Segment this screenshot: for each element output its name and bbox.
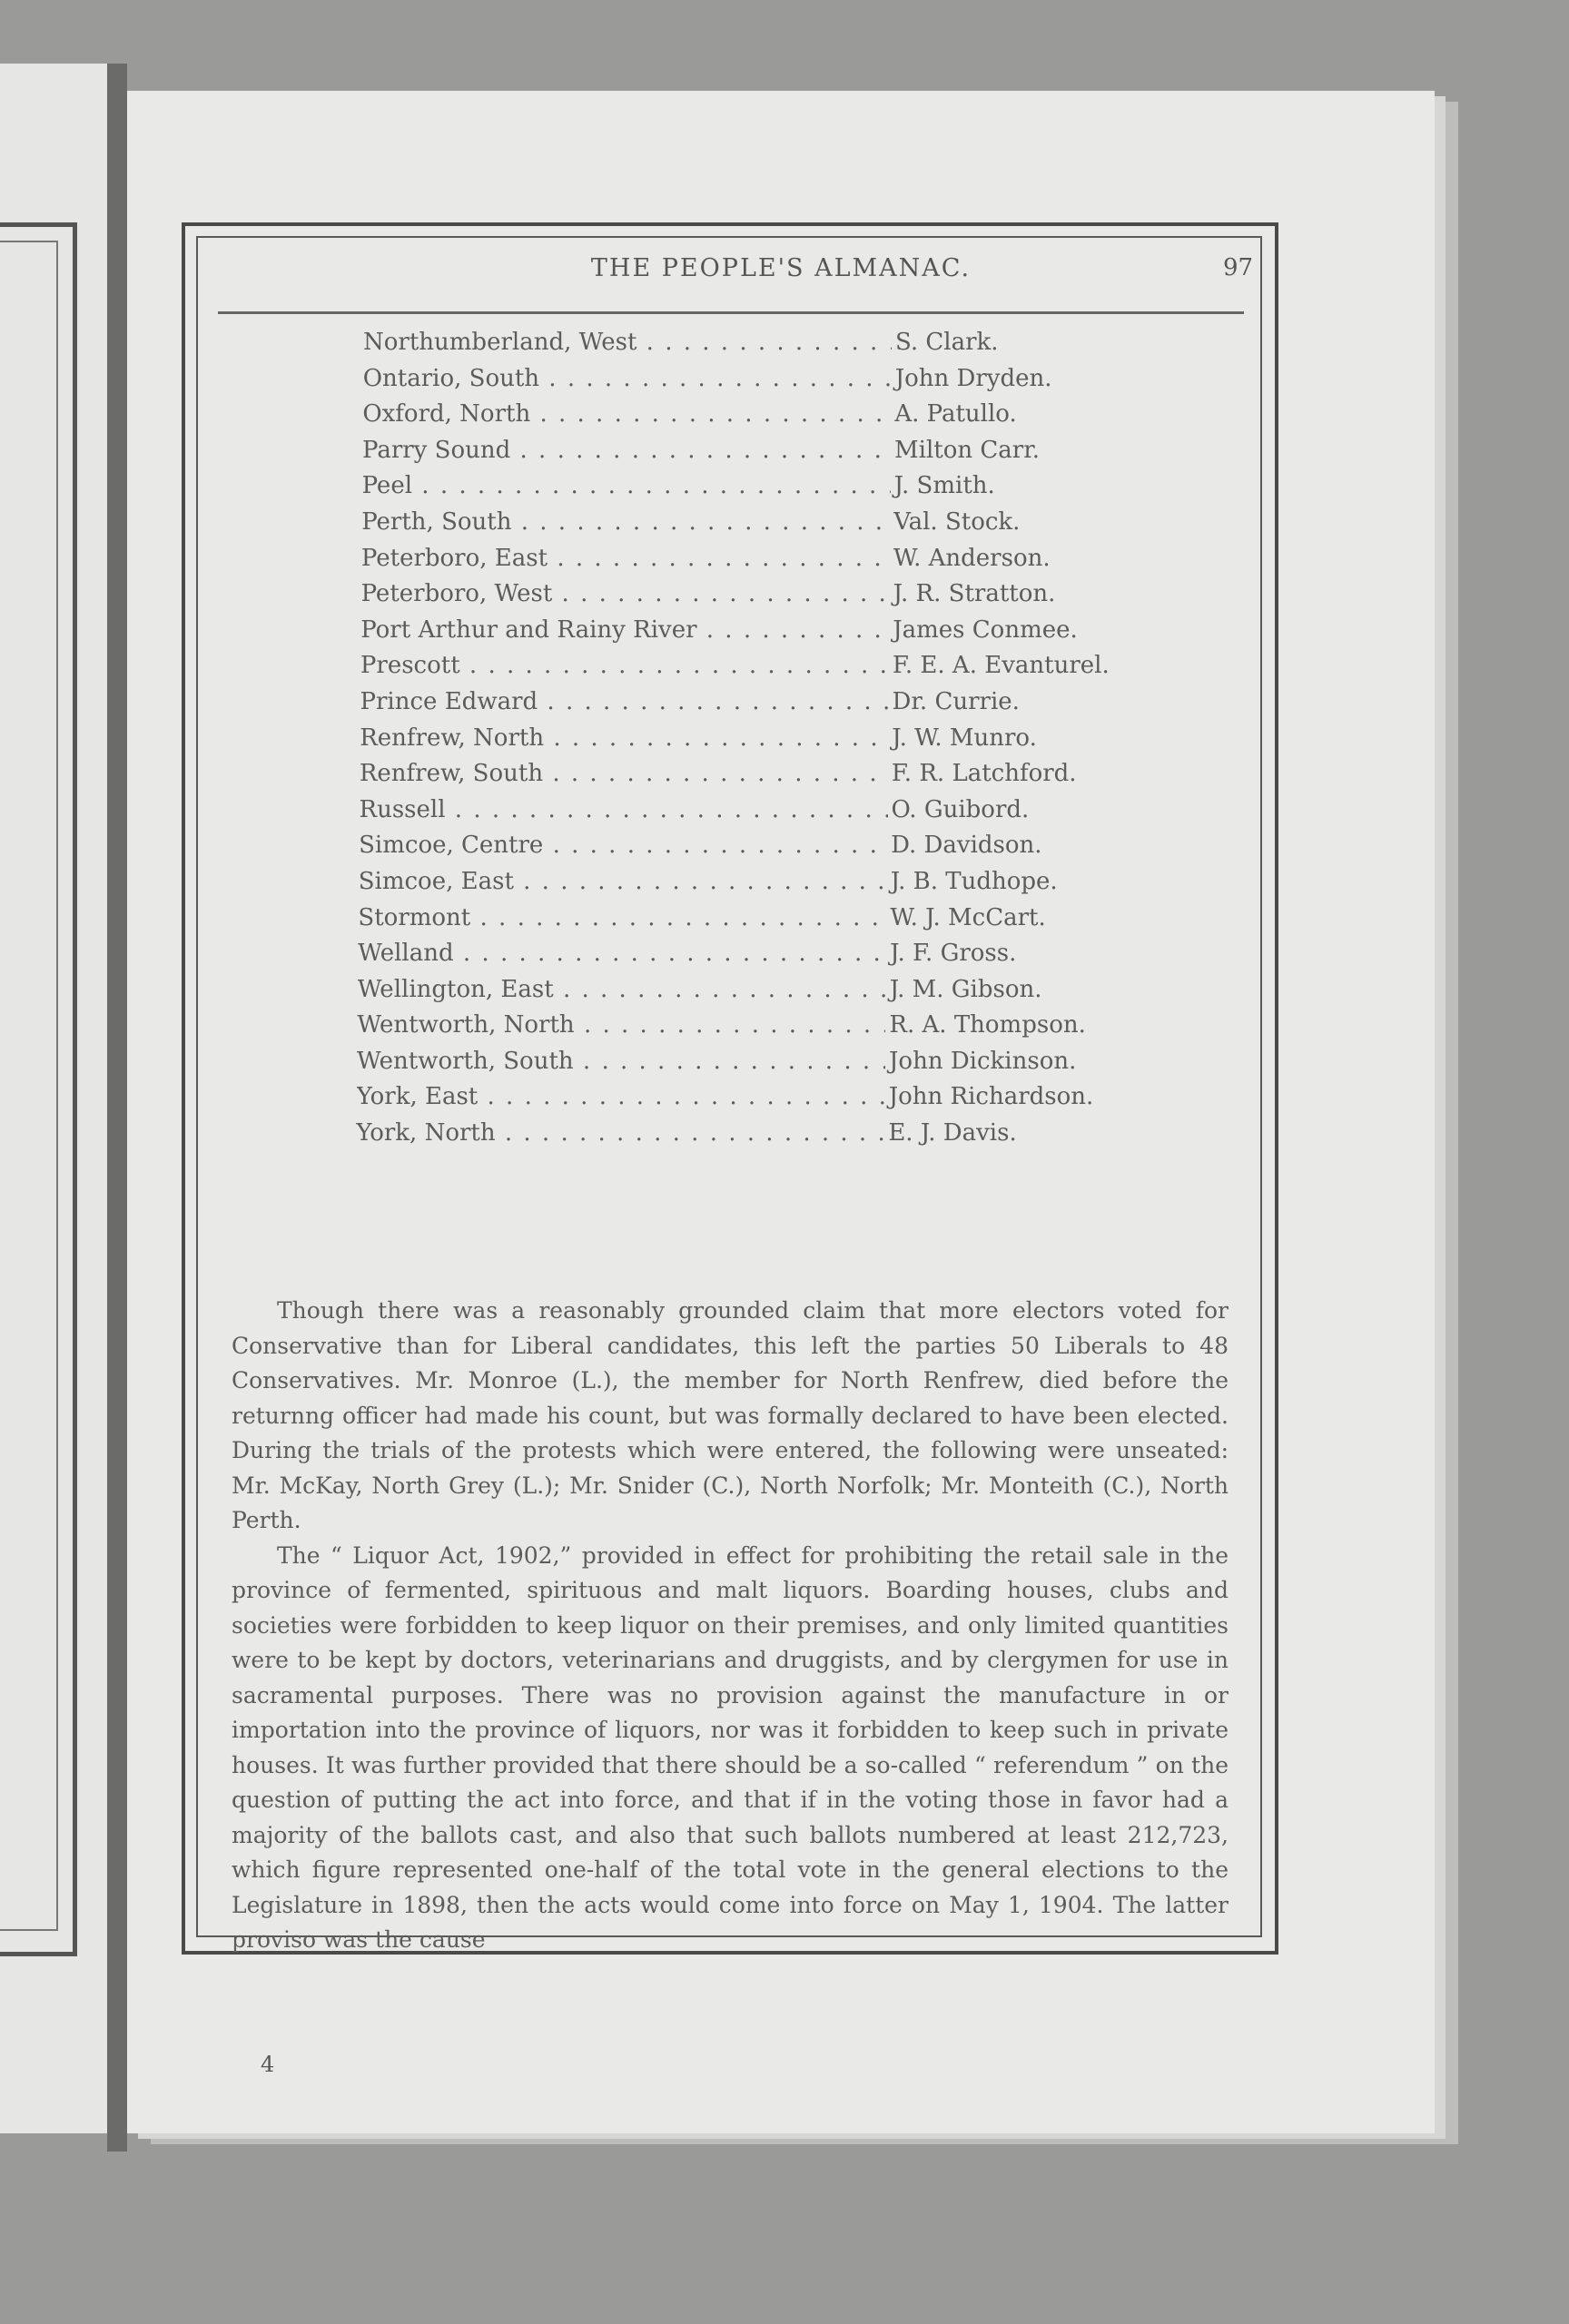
list-item <box>359 832 1235 868</box>
list-item <box>362 437 1235 473</box>
member-name: W. Anderson. <box>893 544 1051 572</box>
list-item <box>358 976 1235 1012</box>
book-page <box>127 91 1435 2133</box>
member-name: Milton Carr. <box>894 436 1041 464</box>
facing-page-inner-border <box>0 241 58 1931</box>
member-name: J. F. Gross. <box>890 940 1017 968</box>
list-item <box>360 796 1236 832</box>
riding-name: Peel . . . <box>362 472 891 499</box>
member-name: John Dryden. <box>894 364 1052 392</box>
riding-name: Perth, South . . . <box>361 508 890 536</box>
member-name: A. Patullo. <box>894 400 1017 428</box>
list-item <box>362 472 1235 508</box>
member-name: R. A. Thompson. <box>889 1011 1086 1039</box>
riding-name: Wellington, East . . . <box>358 976 886 1003</box>
riding-name: Prescott . . . <box>360 652 889 679</box>
riding-name: Peterboro, East . . . <box>361 545 890 572</box>
riding-name: Northumberland, West . . . <box>363 329 892 356</box>
list-item <box>361 580 1235 616</box>
member-name: John Dickinson. <box>889 1047 1077 1075</box>
member-name: O. Guibord. <box>891 795 1030 823</box>
riding-name: Welland . . . <box>358 940 886 967</box>
list-item <box>360 760 1235 796</box>
member-name: J. W. Munro. <box>892 724 1037 752</box>
member-name: E. J. Davis. <box>888 1119 1017 1147</box>
riding-name: York, North . . . <box>356 1119 884 1147</box>
list-item <box>362 400 1235 437</box>
riding-name: Prince Edward . . . <box>360 688 889 715</box>
paragraph: The “ Liquor Act, 1902,” provided in effect for prohibiting the retail sale in the province of fermented, spirituous and malt liquors. Boarding houses, clubs and societies were forbidden to keep liquor on their premises, and only limited quantities were to be kept by doctors, veterinarians and druggists, and by clergymen for use in sacramental purposes. There was no provision against the manufacture in or importation into the province of liquors, nor was it forbidden to keep such in private houses. It was further provided that there should be a so-called “ referendum ” on the question of putting the act into force, and that if in the voting those in favor had a majority of the ballots cast, and also that such ballots numbered at least 212,723, which figure represented one-half of the total vote in the general elections to the Legislature in 1898, then the acts would come into force on May 1, 1904. The latter proviso was the cause <box>232 1541 1229 1953</box>
list-item <box>363 365 1235 401</box>
body-text <box>232 1294 1229 1958</box>
running-title: THE PEOPLE'S ALMANAC. <box>590 254 972 282</box>
riding-name: Ontario, South . . . <box>363 365 892 392</box>
member-name: W. J. McCart. <box>890 903 1046 931</box>
list-item <box>361 508 1235 545</box>
member-name: J. M. Gibson. <box>889 975 1042 1003</box>
list-item <box>360 724 1235 761</box>
list-item <box>359 868 1235 904</box>
member-name: J. R. Stratton. <box>893 580 1056 608</box>
member-name: J. Smith. <box>893 472 995 500</box>
list-item <box>361 545 1235 581</box>
signature-mark: 4 <box>261 2052 275 2077</box>
list-item <box>356 1119 1235 1156</box>
list-item <box>358 904 1235 940</box>
header-rule <box>218 311 1244 314</box>
member-name: D. Davidson. <box>891 832 1042 860</box>
member-name: James Conmee. <box>893 615 1078 644</box>
riding-name: Parry Sound . . . <box>362 437 891 464</box>
riding-name: Oxford, North . . . <box>362 400 891 428</box>
member-name: F. R. Latchford. <box>891 760 1077 788</box>
riding-name: Wentworth, North . . . <box>357 1011 885 1039</box>
member-name: J. B. Tudhope. <box>890 867 1058 895</box>
riding-name: Simcoe, Centre . . . <box>359 832 887 859</box>
riding-name: Peterboro, West . . . <box>361 580 890 607</box>
riding-name: York, East . . . <box>357 1083 885 1110</box>
riding-name: Russell . . . <box>360 796 888 823</box>
list-item <box>357 1011 1235 1048</box>
member-name: Dr. Currie. <box>892 687 1020 715</box>
riding-member-list <box>356 329 1235 1156</box>
member-name: S. Clark. <box>895 329 999 356</box>
list-item <box>358 940 1235 976</box>
list-item <box>357 1048 1235 1084</box>
riding-name: Renfrew, South . . . <box>360 760 888 787</box>
list-item <box>357 1083 1235 1119</box>
riding-name: Stormont . . . <box>358 904 886 931</box>
riding-name: Simcoe, East . . . <box>359 868 887 895</box>
riding-name: Renfrew, North . . . <box>360 724 888 752</box>
book-gutter <box>107 64 127 2152</box>
riding-name: Port Arthur and Rainy River . . . <box>360 616 889 644</box>
member-name: Val. Stock. <box>893 507 1021 536</box>
page-number: 97 <box>1223 254 1254 281</box>
list-item <box>363 329 1235 365</box>
member-name: F. E. A. Evanturel. <box>892 652 1110 680</box>
paragraph: Though there was a reasonably grounded claim that more electors voted for Conservative than for Liberal candidates, this left the parties 50 Liberals to 48 Conservatives. Mr. Monroe (L.), the member for North Renfrew, died before the returnng officer had made his count, but was formally declared to have been elected. During the trials of the protests which were entered, the following were unseated: Mr. McKay, North Grey (L.); Mr. Snider (C.), North Norfolk; Mr. Monteith (C.), North Perth. <box>232 1297 1229 1533</box>
list-item <box>360 688 1236 724</box>
member-name: John Richardson. <box>888 1083 1094 1111</box>
riding-name: Wentworth, South . . . <box>357 1048 885 1075</box>
list-item <box>360 652 1235 688</box>
list-item <box>360 616 1235 653</box>
